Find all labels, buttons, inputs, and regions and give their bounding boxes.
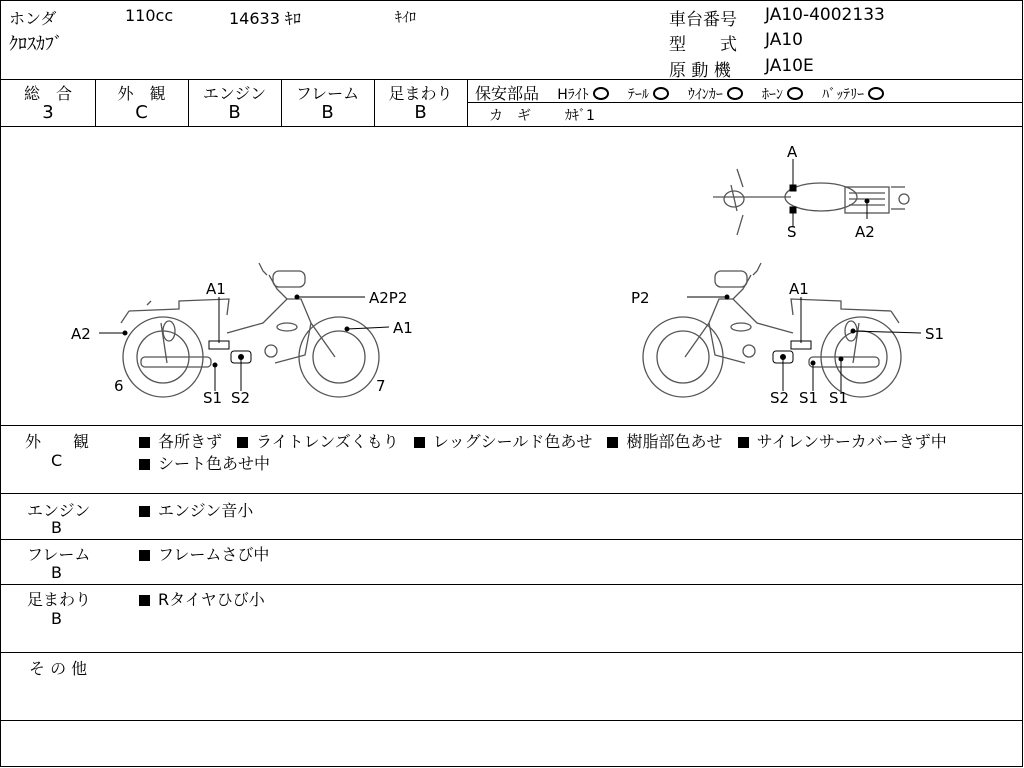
label-s2-left: S2 <box>231 389 251 407</box>
safety-winker: ｳｲﾝｶｰ <box>687 87 723 103</box>
check-circle-icon <box>787 87 803 100</box>
grade-engine-label: エンジン <box>202 84 267 103</box>
grade-frame-label: フレーム <box>295 84 360 103</box>
safety-parts <box>475 81 898 104</box>
remark-exterior-line2: シート色あせ中 <box>139 451 270 474</box>
grade-engine-value: B <box>228 102 241 123</box>
bullet-square-icon <box>414 437 425 448</box>
label-a1-left: A1 <box>206 280 226 298</box>
label-s1b-right: S1 <box>829 389 849 407</box>
grade-suspension-label: 足まわり <box>388 84 453 103</box>
grade-total-value: 3 <box>42 102 54 123</box>
color: ｷｲﾛ <box>395 10 416 26</box>
safety-label: 保安部品 <box>475 84 540 103</box>
label-s2-right: S2 <box>770 389 790 407</box>
divider <box>1 79 1022 80</box>
bullet-square-icon <box>139 437 150 448</box>
grade-exterior-label: 外 観 <box>117 84 166 103</box>
displacement: 110cc <box>125 6 174 25</box>
label-a2-top: A2 <box>855 223 875 241</box>
remark-frame-label: フレーム <box>27 545 91 564</box>
safety-headlight: Hﾗｲﾄ <box>557 87 589 103</box>
mileage: 14633 ｷﾛ <box>229 9 301 28</box>
bullet-square-icon <box>237 437 248 448</box>
label-a2-left: A2 <box>71 325 91 343</box>
remark-suspension-label: 足まわり <box>27 590 92 609</box>
remark-other-label: そ の 他 <box>29 659 88 678</box>
label-s1-left: S1 <box>203 389 223 407</box>
grade-frame-value: B <box>321 102 334 123</box>
bullet-square-icon <box>139 459 150 470</box>
key-label: カ ギ <box>489 108 531 124</box>
divider <box>1 720 1022 721</box>
safety-horn: ﾎｰﾝ <box>762 87 784 103</box>
remark-exterior-grade: C <box>51 451 63 470</box>
engine-label: 原 動 機 <box>669 61 731 81</box>
divider <box>1 539 1022 540</box>
label-p2-right: P2 <box>631 289 650 307</box>
label-s1a-right: S1 <box>799 389 819 407</box>
type-label: 型 式 <box>669 35 737 55</box>
remark-engine-line1: エンジン音小 <box>139 498 253 521</box>
grade-exterior-value: C <box>135 102 148 123</box>
safety-tail: ﾃｰﾙ <box>627 87 649 103</box>
remark-exterior-line1: 各所きず ライトレンズくもり レッグシールド色あせ 樹脂部色あせ サイレンサーカバーきず中 <box>139 429 947 452</box>
check-circle-icon <box>727 87 743 100</box>
bullet-square-icon <box>738 437 749 448</box>
label-a-top: A <box>787 143 798 161</box>
remark-engine-label: エンジン <box>27 501 91 520</box>
label-a2p2-left: A2P2 <box>369 289 408 307</box>
divider <box>1 652 1022 653</box>
remark-frame-line1: フレームさび中 <box>139 542 269 565</box>
bullet-square-icon <box>139 506 150 517</box>
label-7: 7 <box>376 377 386 395</box>
frame-no-label: 車台番号 <box>669 10 737 30</box>
label-a1-right: A1 <box>789 280 809 298</box>
type-value: JA10 <box>765 30 803 50</box>
remark-suspension-grade: B <box>51 609 62 628</box>
right-side-bike-icon <box>643 263 901 397</box>
check-circle-icon <box>868 87 884 100</box>
bullet-square-icon <box>607 437 618 448</box>
remark-frame-grade: B <box>51 563 62 582</box>
engine-value: JA10E <box>765 56 814 76</box>
frame-no: JA10-4002133 <box>765 5 885 25</box>
remark-exterior-label: 外 観 <box>25 432 90 451</box>
divider <box>1 425 1022 426</box>
label-a1-right-left: A1 <box>393 319 413 337</box>
label-s-top: S <box>787 223 797 241</box>
grade-suspension-value: B <box>414 102 427 123</box>
check-circle-icon <box>653 87 669 100</box>
remark-engine-grade: B <box>51 518 62 537</box>
check-circle-icon <box>593 87 609 100</box>
top-view-bike-icon <box>713 169 909 235</box>
remark-suspension-line1: Rタイヤひび小 <box>139 587 265 610</box>
bullet-square-icon <box>139 550 150 561</box>
grade-total-label: 総 合 <box>23 84 72 103</box>
left-side-bike-icon <box>121 263 379 397</box>
safety-battery: ﾊﾞｯﾃﾘｰ <box>822 87 865 103</box>
key-value: ｶｷﾞ1 <box>565 108 595 124</box>
motorcycle-damage-diagram <box>1 127 1023 425</box>
maker: ホンダ <box>9 9 57 28</box>
divider <box>1 584 1022 585</box>
model-name: ｸﾛｽｶﾌﾞ <box>9 34 63 55</box>
bullet-square-icon <box>139 595 150 606</box>
label-6: 6 <box>114 377 124 395</box>
label-s1-right: S1 <box>925 325 945 343</box>
divider <box>1 493 1022 494</box>
